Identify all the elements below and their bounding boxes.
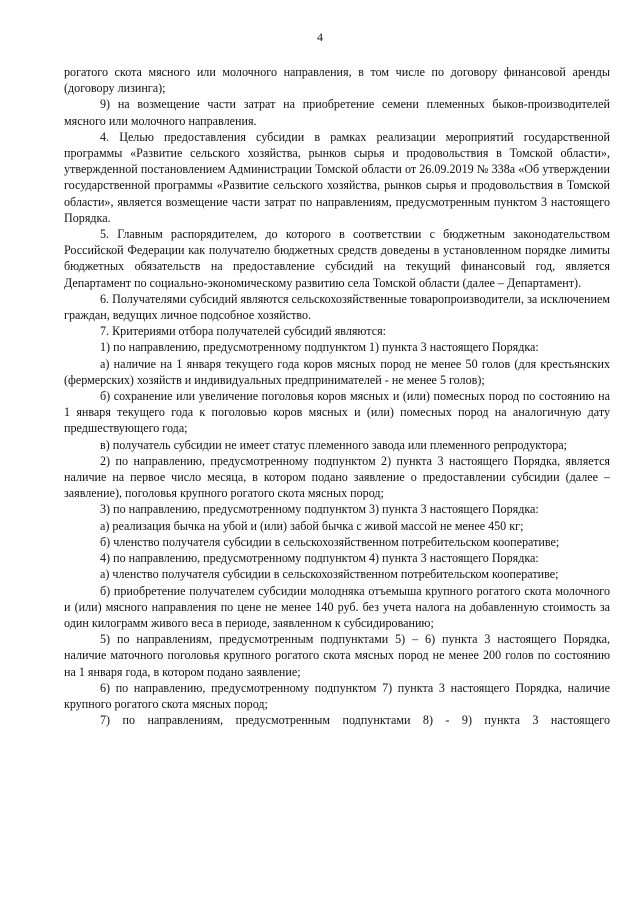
document-body [64,64,610,728]
paragraph: 1) по направлению, предусмотренному подпунктом 1) пункта 3 настоящего Порядка: [100,340,539,355]
paragraph: б) членство получателя субсидии в сельскохозяйственном потребительском кооперативе; [100,534,560,549]
paragraph: 4) по направлению, предусмотренному подпунктом 4) пункта 3 настоящего Порядка: [100,551,539,566]
paragraph: 2) по направлению, предусмотренному подпунктом 2) пункта 3 настоящего Порядка, является наличие на первое число месяца, в котором подано заявление о предоставлении субсидии (далее – заявление), поголовья крупного рогатого скота мясных пород; [64,453,610,501]
paragraph: в) получатель субсидии не имеет статус племенного завода или племенного репродуктора; [100,437,567,452]
paragraph: 9) на возмещение части затрат на приобретение семени племенных быков-производителей мясного или молочного направления. [64,97,610,128]
paragraph: 7. Критериями отбора получателей субсидий являются: [100,324,387,339]
paragraph: 7) по направлениям, предусмотренным подпунктами 8) - 9) пункта 3 настоящего [100,713,610,728]
paragraph: 6) по направлению, предусмотренному подпунктом 7) пункта 3 настоящего Порядка, наличие крупного рогатого скота мясных пород; [64,680,610,711]
paragraph: 3) по направлению, предусмотренному подпунктом 3) пункта 3 настоящего Порядка: [100,502,539,517]
paragraph: рогатого скота мясного или молочного направления, в том числе по договору финансовой аренды (договору лизинга); [64,65,610,96]
page-number: 4 [317,30,323,44]
paragraph: б) сохранение или увеличение поголовья коров мясных и (или) помесных пород по состоянию на 1 января текущего года к поголовью коров мясных и (или) помесных пород на аналогичную дату предшествующего года; [64,389,610,436]
paragraph: 6. Получателями субсидий являются сельскохозяйственные товаропроизводители, за исключением граждан, ведущих личное подсобное хозяйство. [64,291,610,323]
paragraph: 4. Целью предоставления субсидии в рамках реализации мероприятий государственной программы «Развитие сельского хозяйства, рынков сырья и продовольствия в Томской области», утвержденной постановлением Администрации Томской области от 26.09.2019 № 338а «Об утверждении государственной программы «Развитие сельского хозяйства, рынков сырья и продовольствия в Томской области», является возмещение части затрат по направлениям, предусмотренным пунктом 3 настоящего Порядка. [64,129,610,225]
paragraph: а) наличие на 1 января текущего года коров мясных пород не менее 50 голов (для крестьянских (фермерских) хозяйств и индивидуальных предпринимателей - не менее 5 голов); [64,356,610,387]
paragraph: а) реализация бычка на убой и (или) забой бычка с живой массой не менее 450 кг; [100,518,524,533]
paragraph: 5) по направлениям, предусмотренным подпунктами 5) – 6) пункта 3 настоящего Порядка, наличие маточного поголовья крупного рогатого скота мясных пород не менее 200 голов по состоянию на 1 января года, в котором подано заявление; [64,632,610,679]
paragraph: а) членство получателя субсидии в сельскохозяйственном потребительском кооперативе; [100,567,559,582]
paragraph: б) приобретение получателем субсидии молодняка отъемыша крупного рогатого скота молочного и (или) мясного направления по цене не менее 140 руб. без учета налога на добавленную стоимость за один килограмм живого веса в периоде, заявленном к субсидированию; [64,583,610,630]
paragraph: 5. Главным распорядителем, до которого в соответствии с бюджетным законодательством Российской Федерации как получателю бюджетных средств доведены в установленном порядке лимиты бюджетных обязательств на предоставление субсидий на текущий финансовый год, является Департамент по социально-экономическому развитию села Томской области (далее – Департамент). [64,227,610,290]
